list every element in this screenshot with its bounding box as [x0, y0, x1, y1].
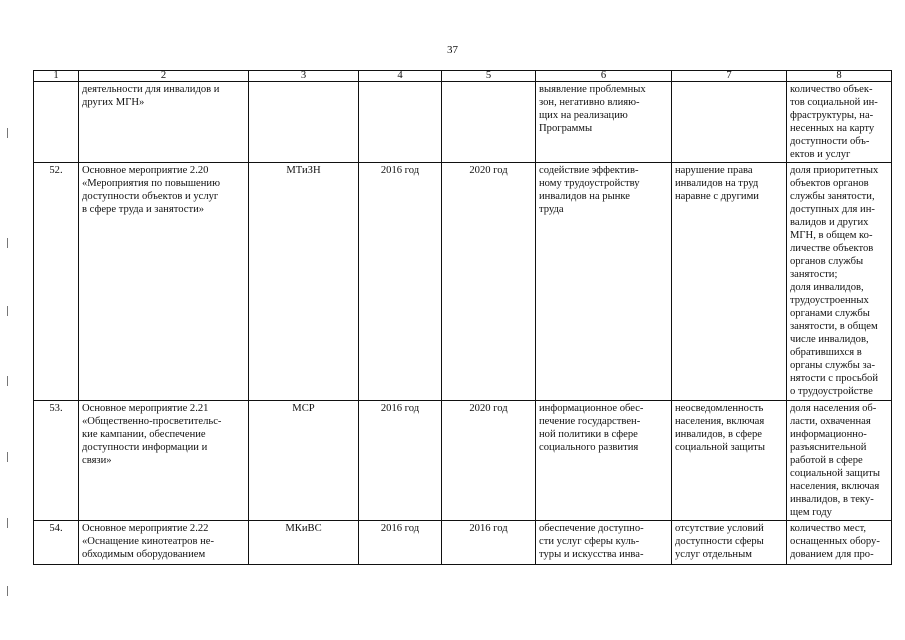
page-number: 37: [447, 44, 458, 56]
measure-name-line: Основное мероприятие 2.20: [82, 165, 209, 176]
target-indicator-line: органами службы: [790, 308, 870, 319]
non-implementation-risk-line: услуг отдельным: [675, 549, 752, 560]
table-row: [34, 82, 892, 163]
row-number-cell: [34, 163, 79, 401]
target-indicator-line: несенных на карту: [790, 123, 875, 134]
start-year: 2016 год: [380, 523, 420, 534]
expected-result-line: обеспечение доступно-: [539, 523, 644, 534]
expected-result-line: информационное обес-: [539, 403, 644, 414]
table-row: [34, 163, 892, 401]
column-number: 7: [672, 71, 787, 82]
expected-result-cell: [536, 82, 672, 163]
target-indicator-line: щем году: [790, 507, 832, 518]
responsible-executor-cell: [249, 521, 359, 565]
expected-result-cell: [536, 401, 672, 521]
target-indicator-line: обратившихся в: [790, 347, 862, 358]
target-indicator-line: числе инвалидов,: [790, 334, 869, 345]
column-number: 5: [442, 71, 536, 82]
measure-name-line: деятельности для инвалидов и: [82, 84, 220, 95]
margin-mark: [7, 586, 8, 596]
target-indicator-line: органы службы за-: [790, 360, 875, 371]
target-indicator-cell: [787, 401, 892, 521]
target-indicator-line: занятости;: [790, 269, 838, 280]
measure-name-cell: [79, 521, 249, 565]
margin-mark: [7, 376, 8, 386]
column-number: 8: [787, 71, 892, 82]
measure-name-line: «Мероприятия по повышению: [82, 178, 221, 189]
responsible-executor-cell: [249, 82, 359, 163]
expected-result-line: зон, негативно влияю-: [539, 97, 640, 108]
expected-result-line: социального развития: [539, 442, 639, 453]
target-indicator-line: ласти, охваченная: [790, 416, 871, 427]
target-indicator-line: информационно-: [790, 429, 867, 440]
measure-name-line: «Оснащение кинотеатров не-: [82, 536, 215, 547]
table-row: [34, 401, 892, 521]
target-indicator-line: ектов и услуг: [790, 149, 851, 160]
responsible-executor-cell: [249, 401, 359, 521]
row-number: 54.: [49, 523, 63, 534]
start-year: 2016 год: [380, 403, 420, 414]
row-number: 53.: [49, 403, 63, 414]
start-year-cell: [359, 401, 442, 521]
target-indicator-line: трудоустроенных: [790, 295, 869, 306]
column-number: 4: [359, 71, 442, 82]
measure-name-line: обходимым оборудованием: [82, 549, 206, 560]
start-year-cell: [359, 521, 442, 565]
expected-result-line: выявление проблемных: [539, 84, 646, 95]
expected-result-line: труда: [539, 204, 564, 215]
non-implementation-risk-line: наравне с другими: [675, 191, 759, 202]
non-implementation-risk-line: социальной защиты: [675, 442, 765, 453]
responsible-executor: МКиВС: [285, 523, 322, 534]
non-implementation-risk-cell: [672, 401, 787, 521]
target-indicator-line: доля населения об-: [790, 403, 877, 414]
target-indicator-line: доступных для ин-: [790, 204, 875, 215]
expected-result-line: сти услуг сферы куль-: [539, 536, 640, 547]
column-number: 6: [536, 71, 672, 82]
target-indicator-line: инвалидов, в теку-: [790, 494, 874, 505]
target-indicator-line: валидов и других: [790, 217, 869, 228]
measure-name-line: в сфере труда и занятости»: [82, 204, 205, 215]
margin-mark: [7, 518, 8, 528]
row-number-cell: [34, 82, 79, 163]
measure-name-line: других МГН»: [82, 97, 145, 108]
expected-result-line: печение государствен-: [539, 416, 641, 427]
responsible-executor-cell: [249, 163, 359, 401]
target-indicator-line: МГН, в общем ко-: [790, 230, 873, 241]
end-year-cell: [442, 521, 536, 565]
target-indicator-line: нятости с просьбой: [790, 373, 879, 384]
measure-name-line: Основное мероприятие 2.21: [82, 403, 209, 414]
target-indicator-line: количество мест,: [790, 523, 867, 534]
target-indicator-line: занятости, в общем: [790, 321, 878, 332]
column-number: 3: [249, 71, 359, 82]
end-year-cell: [442, 163, 536, 401]
non-implementation-risk-line: неосведомленность: [675, 403, 764, 414]
row-number: 52.: [49, 165, 63, 176]
measure-name-cell: [79, 163, 249, 401]
expected-result-line: инвалидов на рынке: [539, 191, 630, 202]
responsible-executor: МТиЗН: [286, 165, 321, 176]
target-indicator-line: разъяснительной: [790, 442, 867, 453]
expected-result-line: Программы: [539, 123, 593, 134]
expected-result-cell: [536, 521, 672, 565]
target-indicator-line: населения, включая: [790, 481, 880, 492]
non-implementation-risk-line: нарушение права: [675, 165, 753, 176]
measures-table: [33, 70, 892, 565]
target-indicator-line: доступности объ-: [790, 136, 870, 147]
expected-result-line: туры и искусства инва-: [539, 549, 644, 560]
non-implementation-risk-line: населения, включая: [675, 416, 765, 427]
expected-result-line: содействие эффектив-: [539, 165, 639, 176]
non-implementation-risk-cell: [672, 521, 787, 565]
start-year-cell: [359, 163, 442, 401]
target-indicator-line: органов службы: [790, 256, 864, 267]
start-year-cell: [359, 82, 442, 163]
table-row: [34, 521, 892, 565]
margin-mark: [7, 452, 8, 462]
target-indicator-line: оснащенных обору-: [790, 536, 880, 547]
margin-mark: [7, 128, 8, 138]
expected-result-line: щих на реализацию: [539, 110, 628, 121]
expected-result-line: ному трудоустройству: [539, 178, 640, 189]
non-implementation-risk-line: доступности сферы: [675, 536, 764, 547]
measure-name-line: Основное мероприятие 2.22: [82, 523, 209, 534]
end-year-cell: [442, 401, 536, 521]
non-implementation-risk-line: отсутствие условий: [675, 523, 764, 534]
target-indicator-line: социальной защиты: [790, 468, 880, 479]
measure-name-line: доступности информации и: [82, 442, 208, 453]
target-indicator-cell: [787, 163, 892, 401]
row-number-cell: [34, 521, 79, 565]
margin-mark: [7, 306, 8, 316]
target-indicator-line: объектов органов: [790, 178, 869, 189]
measure-name-line: связи»: [82, 455, 112, 466]
target-indicator-line: тов социальной ин-: [790, 97, 878, 108]
margin-mark: [7, 238, 8, 248]
target-indicator-line: количество объек-: [790, 84, 873, 95]
non-implementation-risk-cell: [672, 82, 787, 163]
non-implementation-risk-cell: [672, 163, 787, 401]
measure-name-line: кие кампании, обеспечение: [82, 429, 206, 440]
measure-name-cell: [79, 82, 249, 163]
target-indicator-line: личестве объектов: [790, 243, 874, 254]
column-number: 2: [79, 71, 249, 82]
target-indicator-cell: [787, 82, 892, 163]
target-indicator-line: доля приоритетных: [790, 165, 879, 176]
start-year: 2016 год: [380, 165, 420, 176]
end-year-cell: [442, 82, 536, 163]
target-indicator-line: о трудоустройстве: [790, 386, 873, 397]
target-indicator-cell: [787, 521, 892, 565]
target-indicator-line: службы занятости,: [790, 191, 875, 202]
target-indicator-line: работой в сфере: [790, 455, 863, 466]
column-number-row: [34, 71, 892, 82]
measure-name-line: «Общественно-просветительс-: [82, 416, 222, 427]
non-implementation-risk-line: инвалидов, в сфере: [675, 429, 762, 440]
measure-name-line: доступности объектов и услуг: [82, 191, 219, 202]
end-year: 2020 год: [469, 165, 508, 176]
expected-result-line: ной политики в сфере: [539, 429, 638, 440]
target-indicator-line: фраструктуры, на-: [790, 110, 874, 121]
end-year: 2020 год: [469, 403, 508, 414]
non-implementation-risk-line: инвалидов на труд: [675, 178, 759, 189]
measure-name-cell: [79, 401, 249, 521]
target-indicator-line: доля инвалидов,: [790, 282, 864, 293]
end-year: 2016 год: [469, 523, 508, 534]
responsible-executor: МСР: [292, 403, 315, 414]
target-indicator-line: дованием для про-: [790, 549, 874, 560]
column-number: 1: [34, 71, 79, 82]
expected-result-cell: [536, 163, 672, 401]
row-number-cell: [34, 401, 79, 521]
